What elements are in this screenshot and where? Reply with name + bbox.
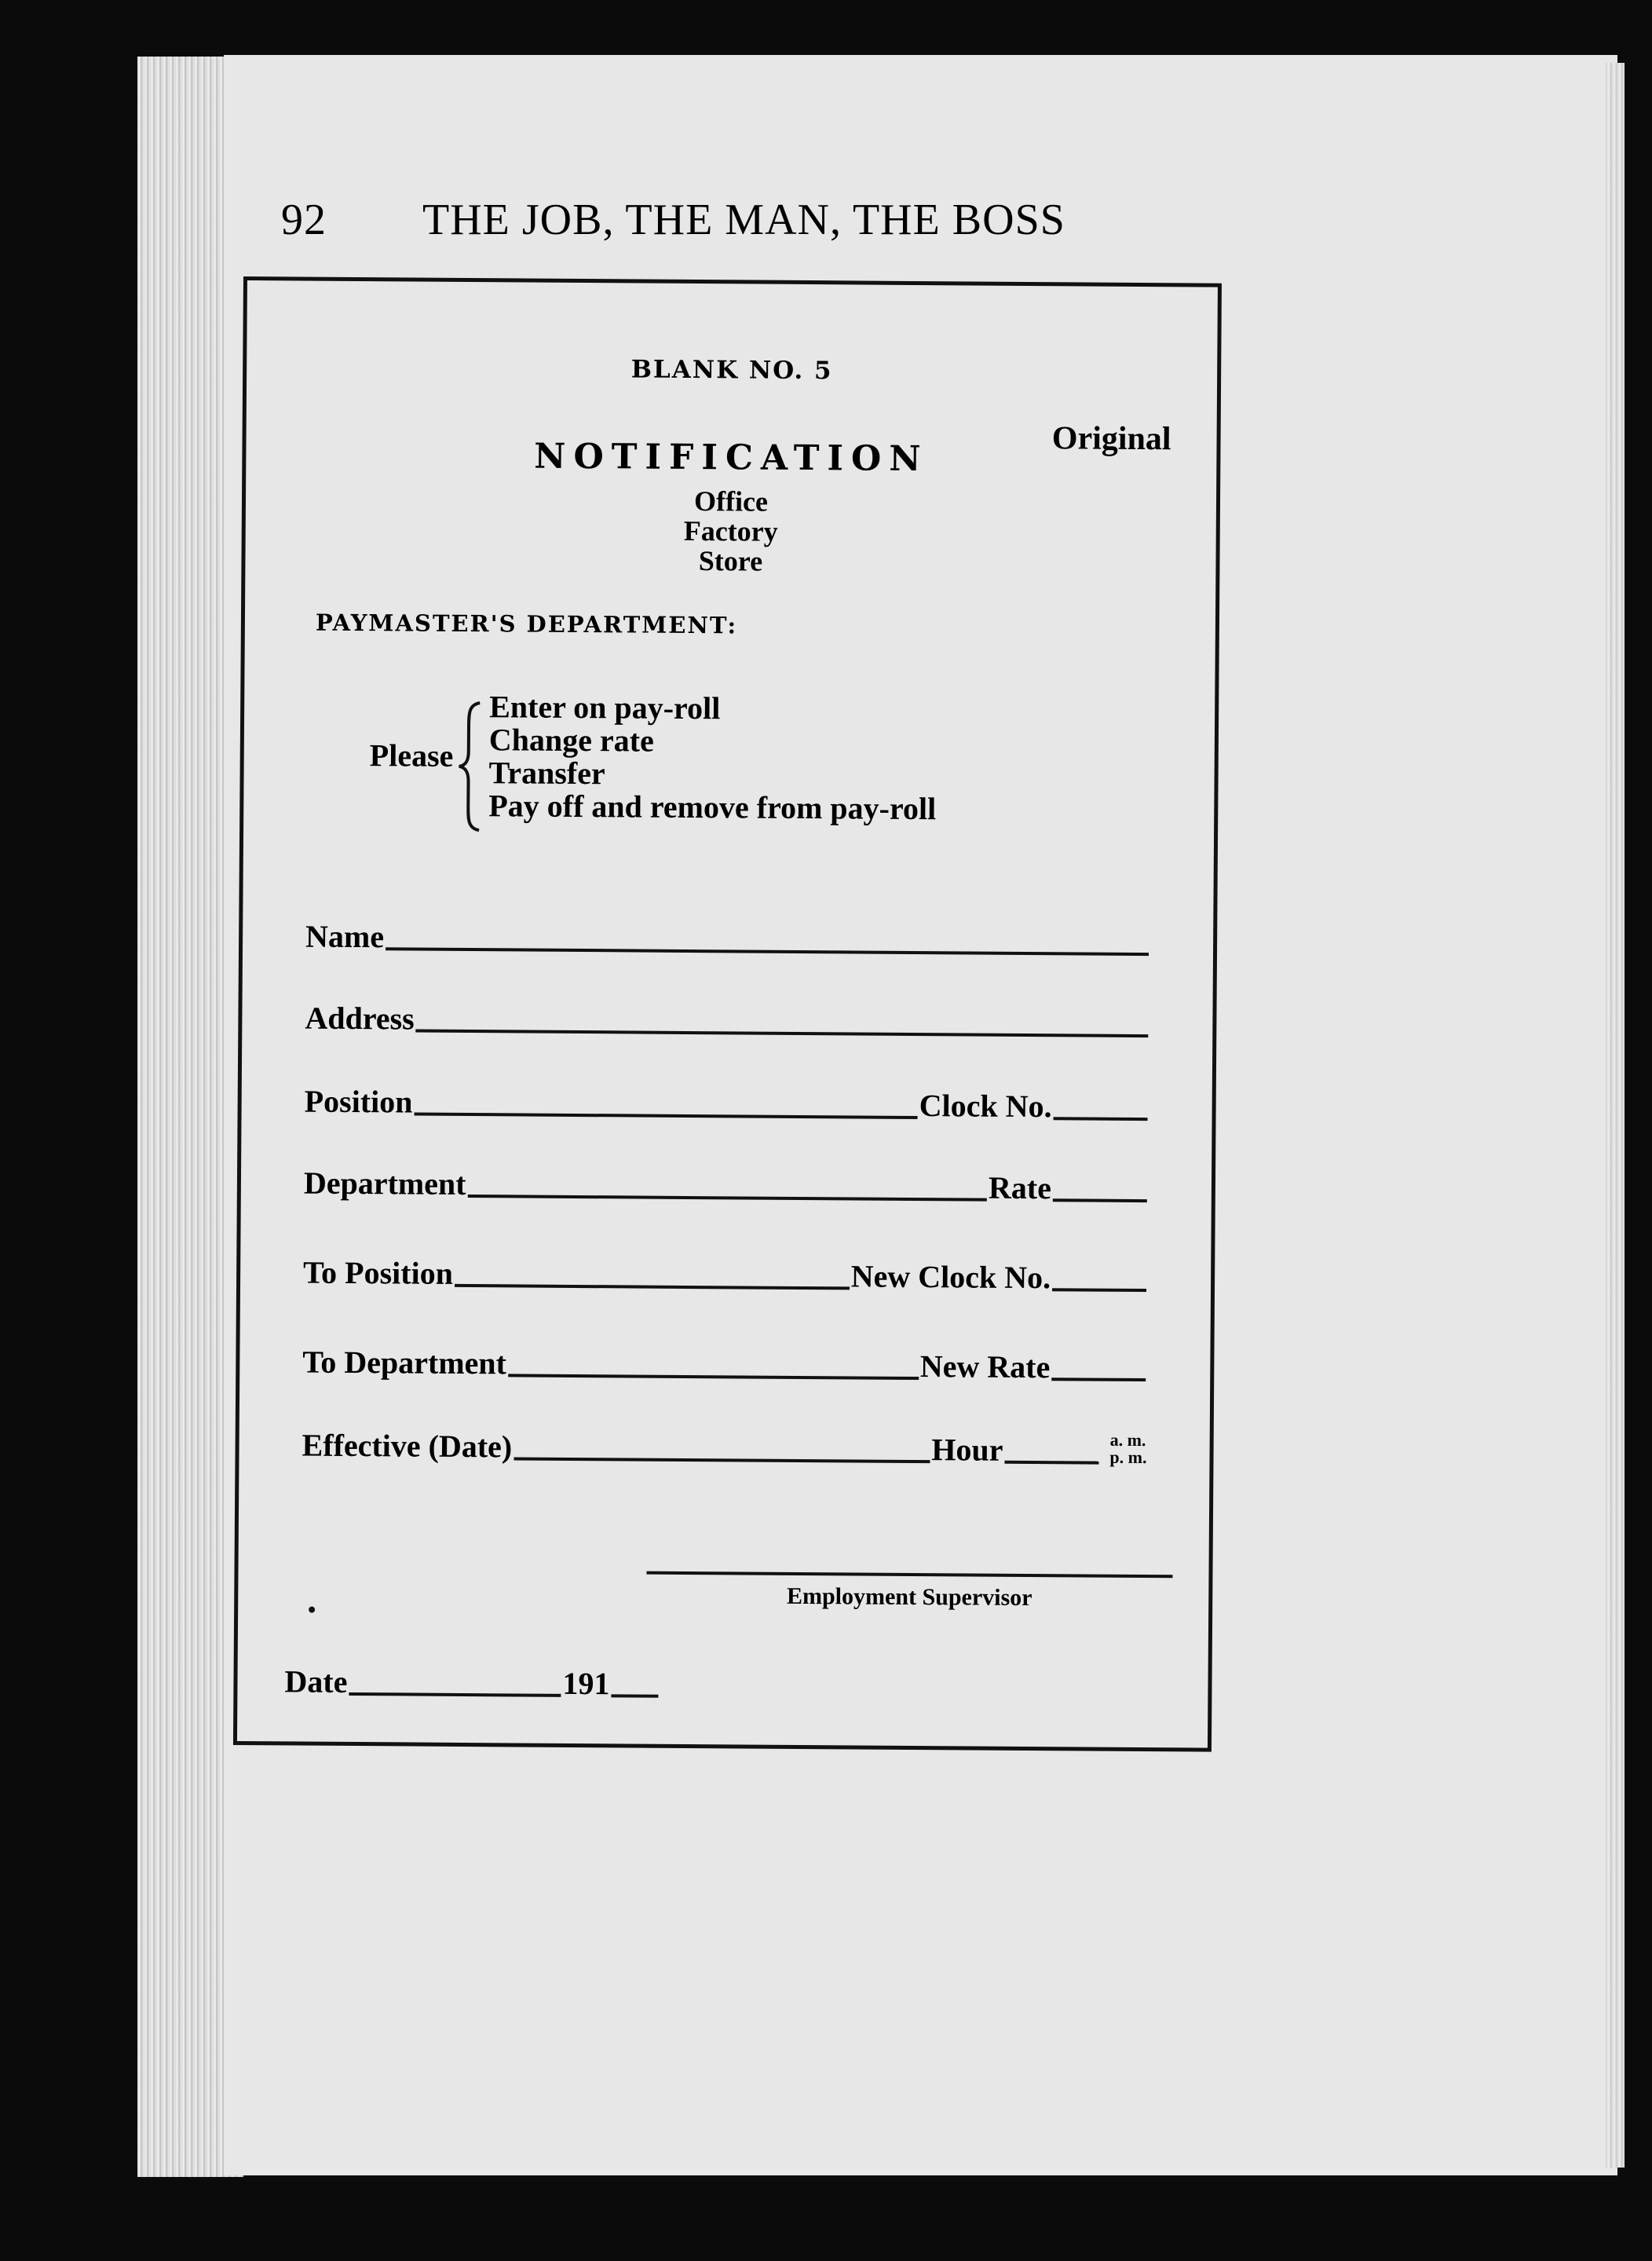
position-label: Position	[304, 1083, 413, 1120]
copy-label: Original	[1051, 420, 1171, 458]
date-field	[284, 1663, 660, 1702]
brace-icon	[457, 700, 484, 833]
action-change-rate: Change rate	[488, 722, 655, 759]
action-pay-off: Pay off and remove from pay-roll	[488, 788, 937, 827]
page-right-edge	[1606, 63, 1625, 2168]
action-transfer: Transfer	[488, 755, 605, 792]
am-pm	[1109, 1429, 1147, 1468]
running-head	[281, 195, 1349, 258]
department-label: Department	[303, 1165, 466, 1202]
please-label: Please	[369, 737, 454, 774]
position-field	[305, 1073, 1149, 1126]
to-position-field	[303, 1244, 1148, 1297]
location-office: Office	[693, 485, 769, 518]
location-factory: Factory	[683, 514, 778, 547]
clock-no-line	[1054, 1117, 1148, 1121]
action-enter-payroll: Enter on pay-roll	[489, 689, 721, 726]
action-list	[488, 690, 937, 825]
rate-line	[1053, 1198, 1147, 1202]
name-label: Name	[305, 918, 385, 955]
department-line	[467, 1195, 986, 1202]
to-department-field	[302, 1334, 1147, 1387]
date-line	[349, 1692, 561, 1697]
department-line: PAYMASTER'S DEPARTMENT:	[315, 609, 738, 639]
effective-date-label: Effective (Date)	[302, 1427, 513, 1465]
pm-label: p. m.	[1109, 1447, 1147, 1468]
running-title: THE JOB, THE MAN, THE BOSS	[422, 196, 1065, 244]
page-number: 92	[281, 196, 327, 244]
new-rate-line	[1051, 1377, 1146, 1381]
blank-number: BLANK NO. 5	[630, 355, 833, 386]
address-line	[416, 1030, 1149, 1038]
name-line	[386, 947, 1149, 956]
effective-date-line	[514, 1457, 930, 1463]
location-store: Store	[698, 545, 763, 577]
hour-line	[1004, 1461, 1098, 1465]
form-heading: NOTIFICATION	[534, 436, 929, 480]
to-position-line	[455, 1284, 850, 1290]
notification-form	[233, 276, 1222, 1752]
to-department-label: To Department	[302, 1344, 507, 1381]
ink-speck	[309, 1607, 315, 1613]
rate-label: Rate	[988, 1169, 1052, 1206]
signature-label: Employment Supervisor	[786, 1582, 1032, 1612]
address-field	[305, 990, 1149, 1043]
am-label: a. m.	[1109, 1429, 1146, 1451]
signature-line	[646, 1571, 1172, 1579]
hour-label: Hour	[931, 1432, 1003, 1468]
clock-no-label: Clock No.	[919, 1088, 1052, 1125]
year-prefix: 191	[562, 1665, 610, 1702]
year-line	[611, 1694, 658, 1697]
to-position-label: To Position	[302, 1254, 454, 1291]
effective-date-field	[302, 1417, 1146, 1470]
position-line	[414, 1113, 917, 1119]
date-label: Date	[284, 1663, 348, 1699]
address-label: Address	[305, 1000, 415, 1037]
department-field	[304, 1154, 1149, 1208]
new-clock-no-line	[1052, 1288, 1146, 1292]
location-list	[245, 483, 1216, 580]
new-clock-no-label: New Clock No.	[850, 1258, 1051, 1296]
name-field	[305, 908, 1150, 961]
to-department-line	[508, 1374, 919, 1380]
new-rate-label: New Rate	[919, 1348, 1051, 1385]
